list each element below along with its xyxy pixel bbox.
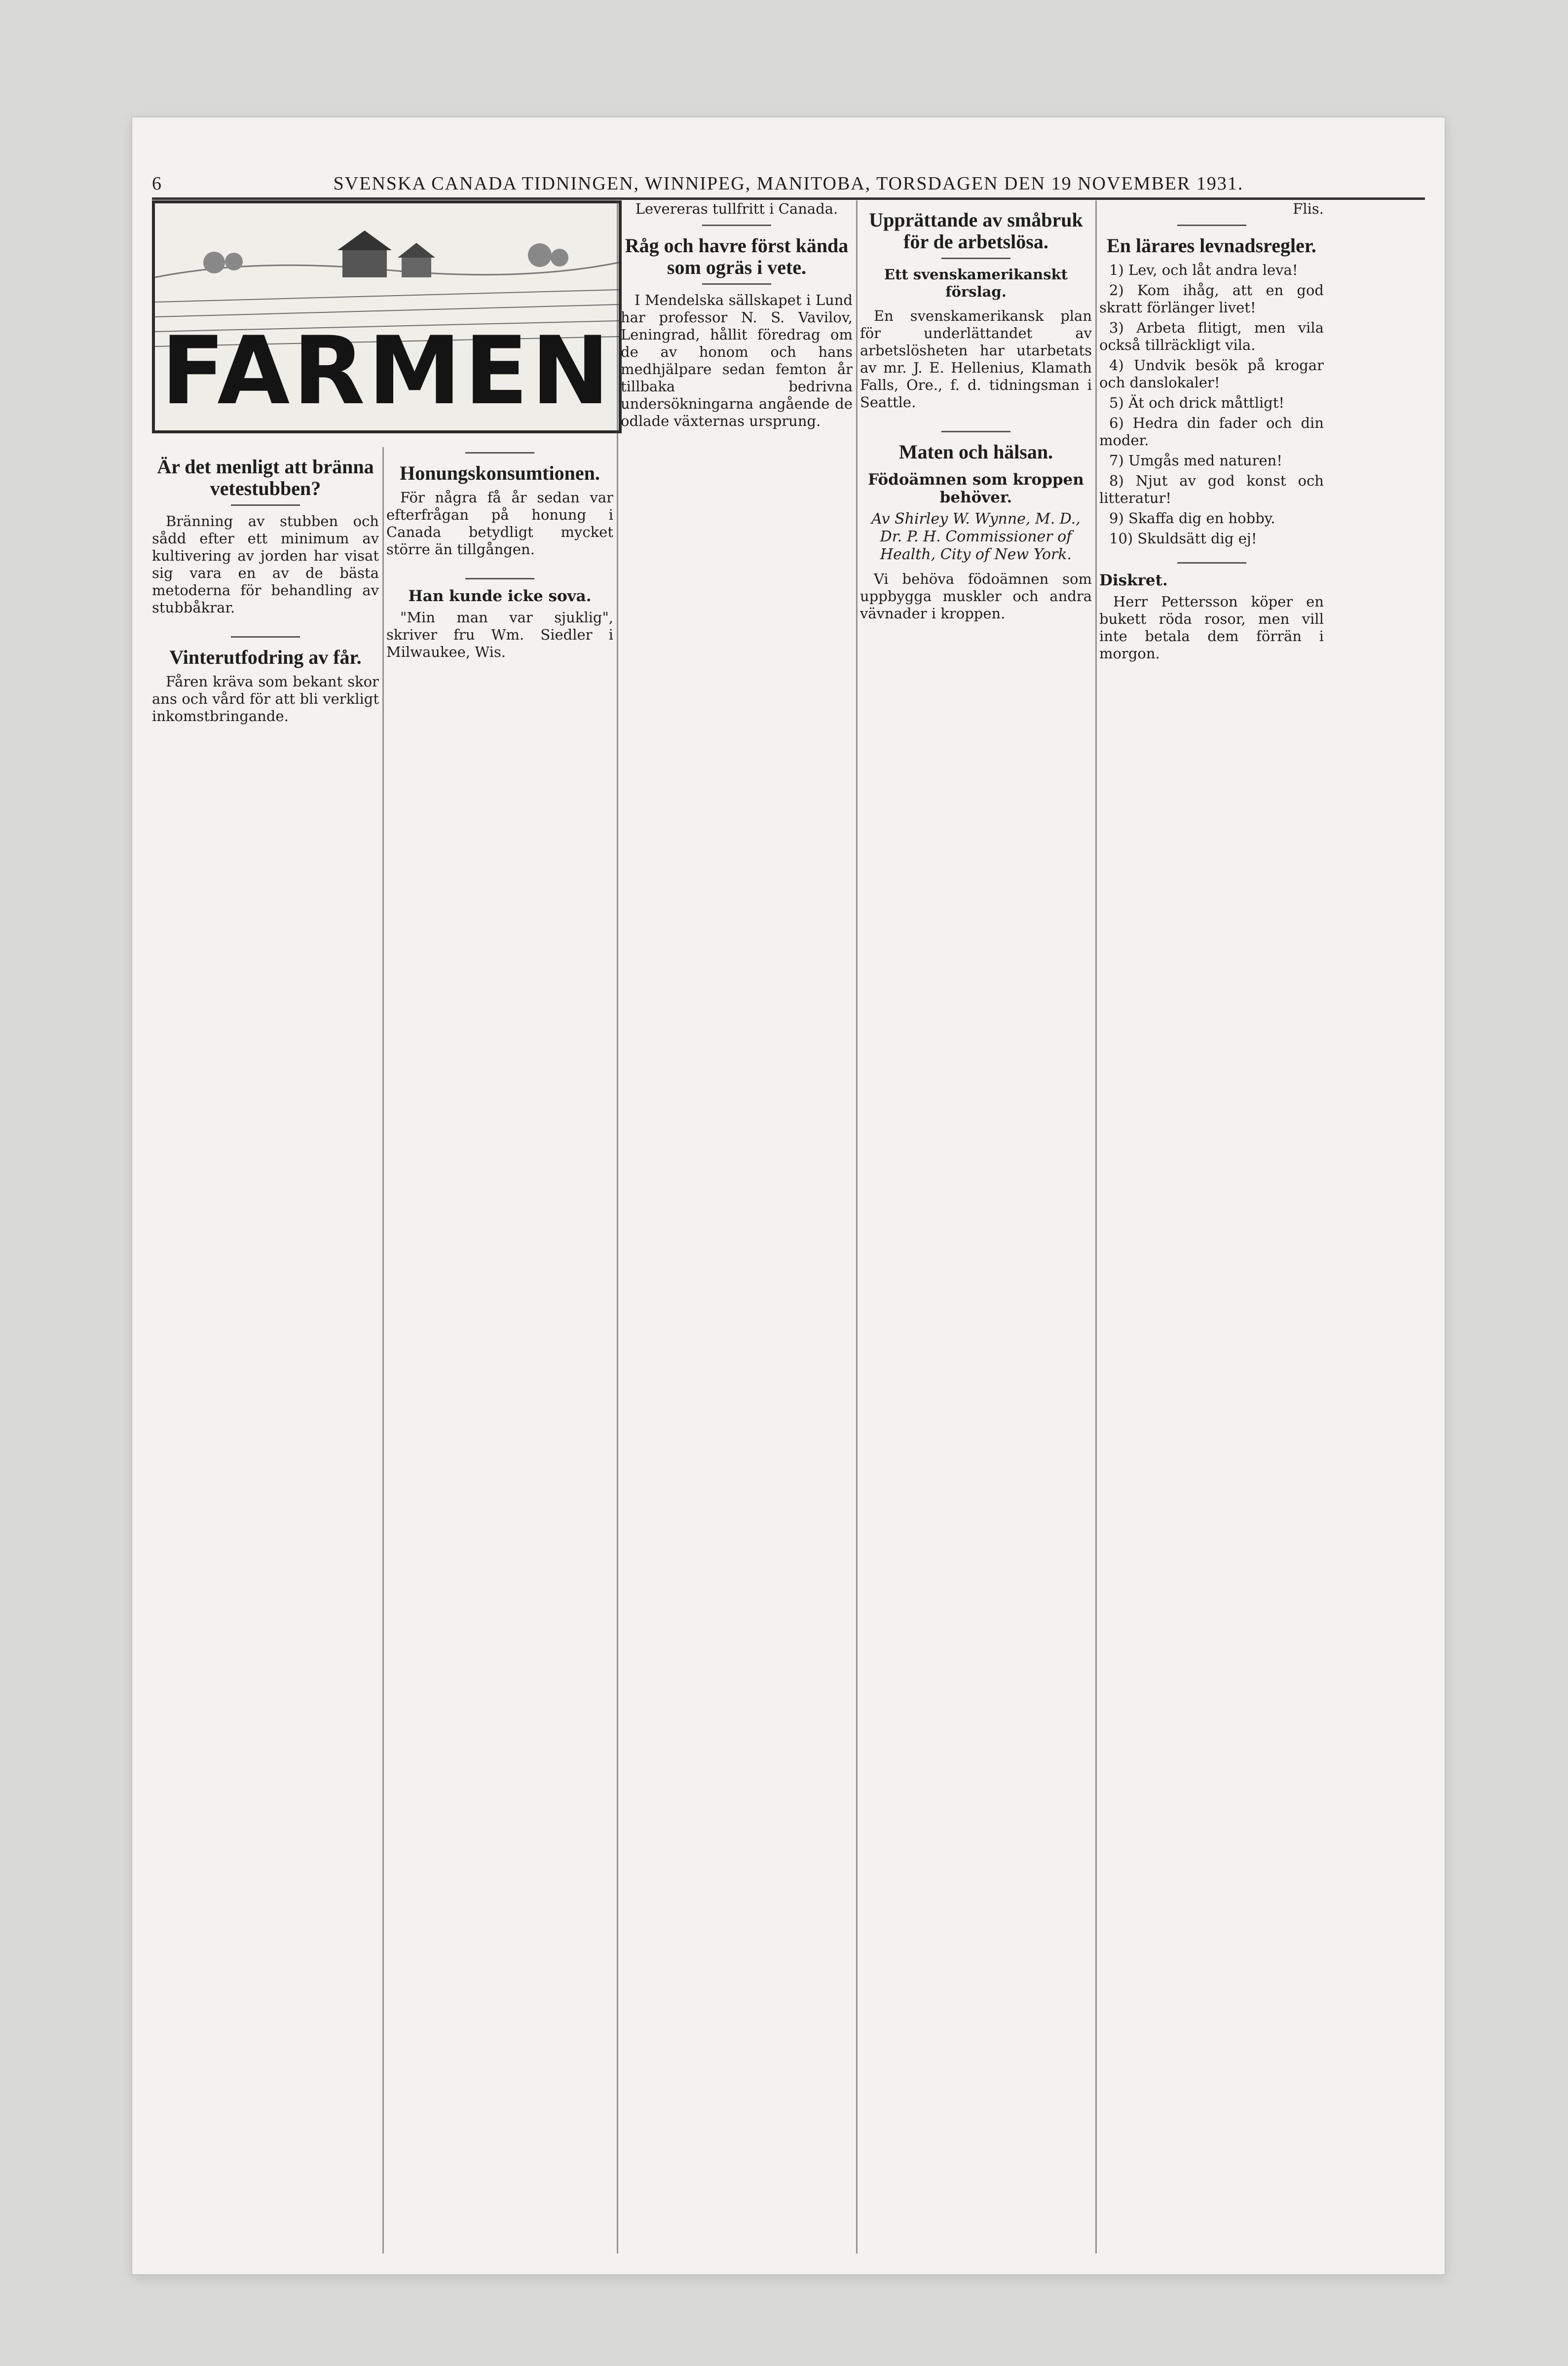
vitamins-signature: Flis. <box>1293 200 1324 217</box>
running-head-text: SVENSKA CANADA TIDNINGEN, WINNIPEG, MANITOBA, TORSDAGEN DEN 19 NOVEMBER 1931. <box>333 173 1244 194</box>
headline-rye: Råg och havre först kända som ogräs i vete. <box>625 234 849 278</box>
headline-consumption: Honungskonsumtionen. <box>400 462 600 484</box>
newspaper-page <box>132 117 1445 2274</box>
sleep-paragraph-1: "Min man var sjuklig", skriver fru Wm. Siedler i Milwaukee, Wis. <box>386 609 613 660</box>
list-item: 6) Hedra din fader och din moder. <box>1099 415 1324 449</box>
list-item: 1) Lev, och låt andra leva! <box>1109 262 1298 278</box>
column-2 <box>386 447 613 2253</box>
worker-subhead: Ett svenskamerikanskt förslag. <box>884 266 1068 300</box>
headline-stubble: Är det menligt att bränna vetestubben? <box>157 456 374 499</box>
list-item: 10) Skuldsätt dig ej! <box>1109 530 1257 547</box>
headline-food: Maten och hälsan. <box>898 441 1053 463</box>
page-number: 6 <box>152 173 162 194</box>
consumption-paragraph-1: För några få år sedan var efterfrågan på honung i Canada betydligt mycket större än tillgången. <box>386 489 613 558</box>
masthead-title: FARMEN <box>161 316 613 425</box>
column-5 <box>1099 200 1324 2253</box>
food-paragraph-1: Vi behöva födoämnen som uppbygga muskler och andra vävnader i kroppen. <box>860 571 1092 622</box>
sheep-paragraph-1: Fåren kräva som bekant skor ans och vård för att bli verkligt inkomstbringande. <box>152 673 379 725</box>
column-4 <box>860 200 1092 2253</box>
headline-worker: Upprättande av småbruk för de arbetslösa. <box>869 209 1083 253</box>
list-item: 8) Njut av god konst och litteratur! <box>1099 472 1324 506</box>
column-1 <box>152 447 379 2253</box>
list-item: 4) Undvik besök på krogar och danslokaler! <box>1099 357 1324 391</box>
stubble-paragraph-1: Bränning av stubben och sådd efter ett minimum av kultivering av jorden har visat sig vara en av de bästa metoderna för behandling av stubbåkrar. <box>152 513 379 616</box>
worker-paragraph-1: En svenskamerikansk plan för underlättandet av arbetslösheten har utarbetats av mr. J. E. Hellenius, Klamath Falls, Ore., f. d. tidningsman i Seattle. <box>860 307 1092 411</box>
rye-intro: Levereras tullfritt i Canada. <box>635 200 838 217</box>
running-header <box>152 164 1425 200</box>
column-3 <box>621 200 853 2253</box>
headline-sheep: Vinterutfodring av får. <box>169 646 362 668</box>
list-item: 3) Arbeta flitigt, men vila också tillräckligt vila. <box>1099 319 1324 353</box>
columns <box>152 200 1430 2253</box>
rules-list <box>1099 262 1324 547</box>
farmen-masthead <box>152 200 622 433</box>
headline-sleep: Han kunde icke sova. <box>408 587 592 605</box>
discretion-paragraph-1: Herr Pettersson köper en bukett röda rosor, men vill inte betala dem förrän i morgon. <box>1099 593 1324 662</box>
headline-discretion: Diskret. <box>1099 572 1168 589</box>
food-byline: Av Shirley W. Wynne, M. D., Dr. P. H. Commissioner of Health, City of New York. <box>871 510 1081 563</box>
list-item: 2) Kom ihåg, att en god skratt förlänger livet! <box>1099 282 1324 316</box>
list-item: 9) Skaffa dig en hobby. <box>1109 510 1275 527</box>
list-item: 5) Ät och drick måttligt! <box>1109 394 1285 411</box>
list-item: 7) Umgås med naturen! <box>1109 452 1282 469</box>
rye-paragraph-1: I Mendelska sällskapet i Lund har professor N. S. Vavilov, Leningrad, hållit föredrag om de av honom och hans medhjälpare sedan femton år tillbaka bedrivna undersökningarna angående de odlade växternas ursprung. <box>621 292 853 429</box>
headline-rules: En lärares levnadsregler. <box>1107 234 1316 257</box>
food-subhead: Födoämnen som kroppen behöver. <box>868 471 1084 506</box>
